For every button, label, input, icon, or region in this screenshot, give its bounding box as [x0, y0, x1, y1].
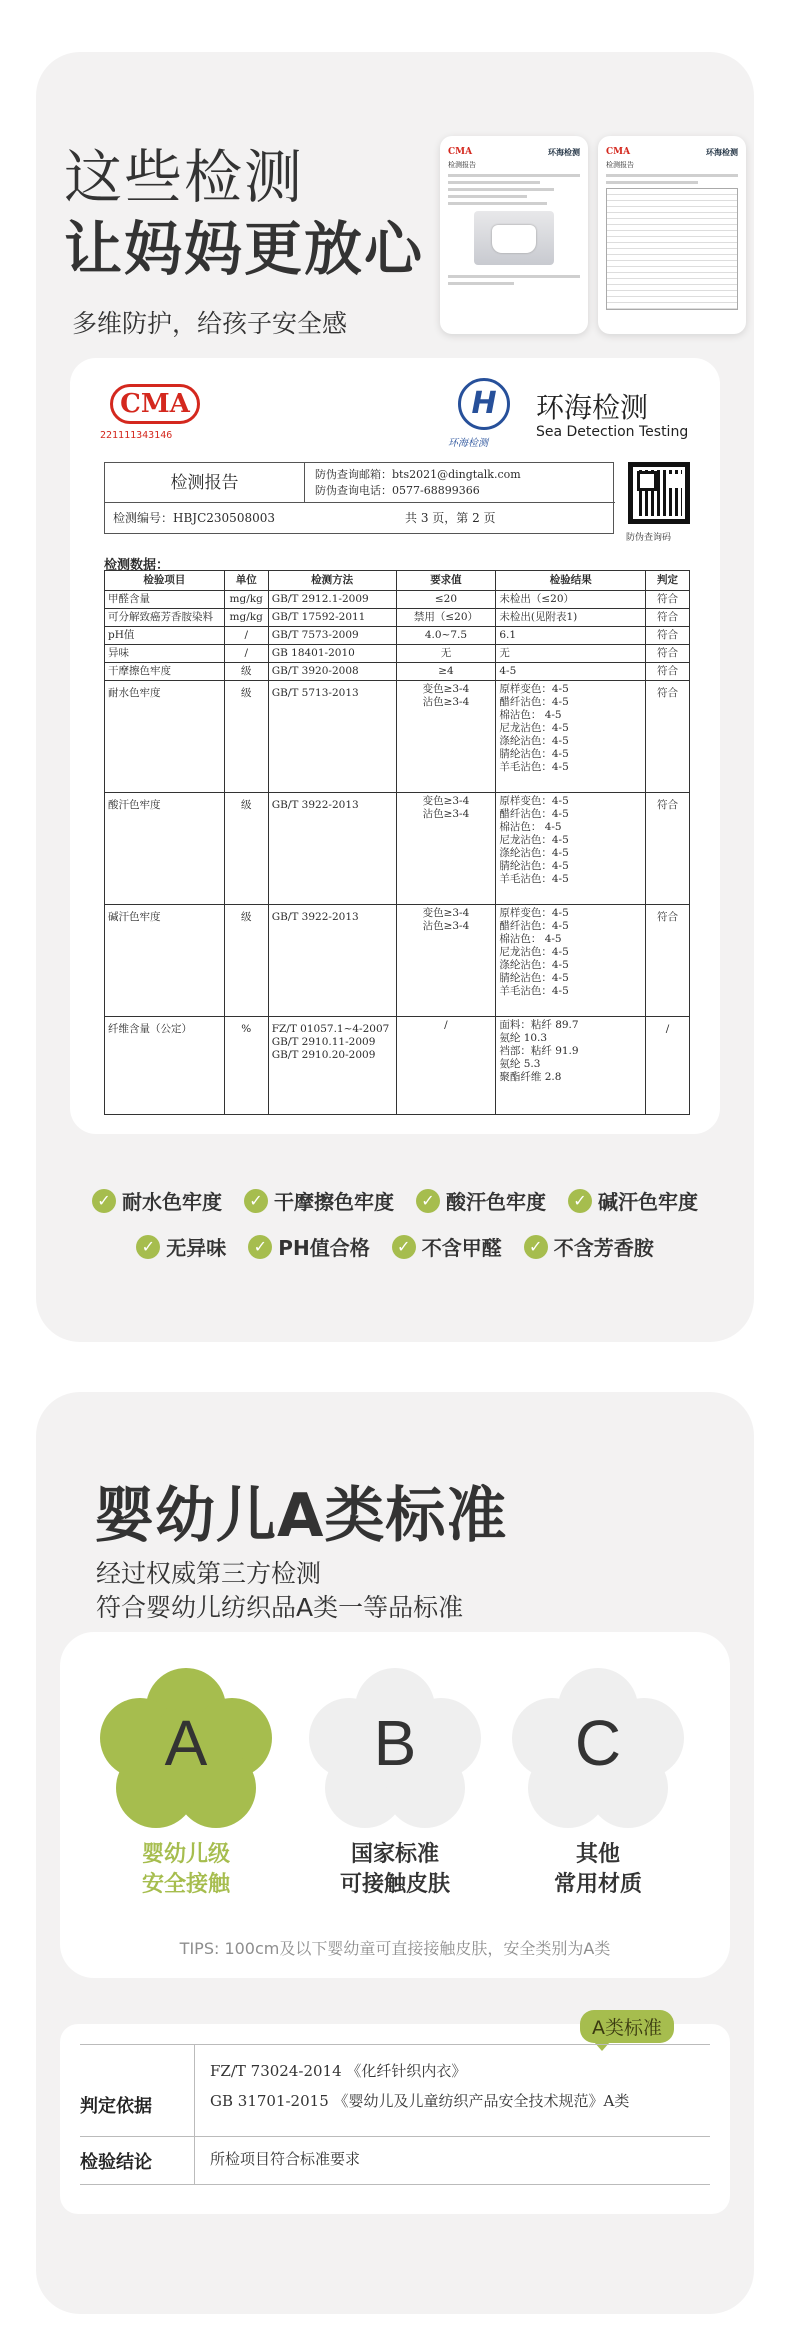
table-cell-verdict: 符合: [646, 663, 690, 681]
table-cell-item: 碱汗色牢度: [105, 905, 225, 1017]
basis-line-2: GB 31701-2015 《婴幼儿及儿童纺织产品安全技术规范》A类: [210, 2092, 630, 2110]
table-cell-verdict: 符合: [646, 793, 690, 905]
check-chip: [136, 1232, 226, 1261]
standard-line-2: 符合婴幼儿纺织品A类一等品标准: [96, 1593, 464, 1622]
lab-name-cn: 环海检测: [536, 391, 649, 424]
table-row: [105, 793, 690, 905]
conclusion-label: 检验结论: [80, 2152, 152, 2173]
lab-logo-caption: 环海检测: [448, 438, 488, 449]
report-number: 检测编号：HBJC230508003: [113, 511, 275, 525]
check-icon: ✓: [392, 1235, 416, 1259]
check-chip: [568, 1186, 698, 1215]
table-cell-result: 未检出（≤20）: [496, 591, 646, 609]
table-row: [105, 591, 690, 609]
table-header-cell: 检验项目: [105, 571, 225, 591]
check-chip: [524, 1232, 654, 1261]
table-cell-req: 变色≥3-4 沾色≥3-4: [396, 681, 496, 793]
table-row: [105, 609, 690, 627]
table-cell-item: 干摩擦色牢度: [105, 663, 225, 681]
table-cell-result: 6.1: [496, 627, 646, 645]
table-cell-item: 酸汗色牢度: [105, 793, 225, 905]
check-chip-label: 酸汗色牢度: [446, 1190, 546, 1214]
table-cell-unit: mg/kg: [224, 591, 268, 609]
grade-caption-line-2: 可接触皮肤: [339, 1872, 450, 1897]
table-cell-verdict: 符合: [646, 681, 690, 793]
table-cell-method: GB/T 5713-2013: [268, 681, 396, 793]
check-chip-label: PH值合格: [278, 1236, 370, 1260]
table-row: [105, 663, 690, 681]
verify-phone: 防伪查询电话：0577-68899366: [315, 484, 480, 497]
basis-line-1: FZ/T 73024-2014 《化纤针织内衣》: [210, 2062, 467, 2080]
check-chip: [416, 1186, 546, 1215]
table-row: [105, 627, 690, 645]
check-chip: [248, 1232, 369, 1261]
standard-card: [36, 1392, 754, 2314]
verify-email: 防伪查询邮箱：bts2021@dingtalk.com: [315, 468, 521, 481]
conclusion-value: 所检项目符合标准要求: [210, 2150, 361, 2168]
grade-caption: [512, 1840, 684, 1900]
standard-line-1: 经过权威第三方检测: [96, 1559, 322, 1588]
data-title: 检测数据：: [104, 558, 170, 573]
standard-title: 婴幼儿A类标准: [94, 1481, 508, 1551]
basis-label: 判定依据: [80, 2096, 152, 2117]
table-cell-method: GB/T 7573-2009: [268, 627, 396, 645]
table-cell-unit: 级: [224, 663, 268, 681]
check-icon: ✓: [248, 1235, 272, 1259]
grade-a-flower-icon: [100, 1668, 272, 1828]
thumb-logo: 环海检测: [548, 147, 580, 157]
grade-panel: [60, 1632, 730, 1978]
check-chip-label: 干摩擦色牢度: [274, 1190, 394, 1214]
table-cell-item: 纤维含量（公定）: [105, 1017, 225, 1115]
grade-letter: B: [373, 1707, 417, 1779]
table-cell-method: GB/T 3922-2013: [268, 793, 396, 905]
check-chip: [392, 1232, 502, 1261]
cma-mark-small: CMA: [606, 147, 631, 157]
cma-mark-small: CMA: [448, 147, 473, 157]
table-cell-unit: /: [224, 645, 268, 663]
report-thumbnail-1[interactable]: [440, 136, 588, 334]
table-cell-item: pH值: [105, 627, 225, 645]
table-header-cell: 单位: [224, 571, 268, 591]
check-icon: ✓: [244, 1189, 268, 1213]
lab-logo-icon: H: [458, 378, 510, 430]
basis-table: [60, 2017, 730, 2214]
check-chips-row-1: [36, 1186, 754, 1215]
a-class-tag: A类标准: [580, 2010, 674, 2043]
results-table: [104, 570, 690, 1115]
table-header-cell: 检测方法: [268, 571, 396, 591]
check-chip-label: 不含芳香胺: [553, 1236, 654, 1260]
table-cell-result: 4-5: [496, 663, 646, 681]
grade-c-flower-icon: [512, 1668, 684, 1828]
table-cell-method: GB 18401-2010: [268, 645, 396, 663]
table-cell-item: 异味: [105, 645, 225, 663]
report-number-row: [105, 503, 615, 534]
table-header-row: [105, 571, 690, 591]
check-chip-label: 耐水色牢度: [122, 1190, 222, 1214]
inspection-card: [36, 52, 754, 1342]
cma-logo: CMA: [110, 384, 200, 424]
grade-letter: A: [164, 1707, 208, 1779]
check-icon: ✓: [524, 1235, 548, 1259]
thumb-logo: 环海检测: [706, 147, 738, 157]
table-cell-verdict: 符合: [646, 609, 690, 627]
table-cell-req: 无: [396, 645, 496, 663]
table-row: [105, 1017, 690, 1115]
table-cell-verdict: 符合: [646, 645, 690, 663]
lab-name-en: Sea Detection Testing: [536, 424, 689, 440]
verify-info: [305, 463, 615, 503]
table-cell-method: FZ/T 01057.1~4-2007 GB/T 2910.11-2009 GB/T 2910.20-2009: [268, 1017, 396, 1115]
table-cell-verdict: 符合: [646, 627, 690, 645]
table-cell-req: 4.0~7.5: [396, 627, 496, 645]
table-header-cell: 判定: [646, 571, 690, 591]
table-cell-result: 未检出(见附表1): [496, 609, 646, 627]
table-cell-method: GB/T 3922-2013: [268, 905, 396, 1017]
table-cell-item: 甲醛含量: [105, 591, 225, 609]
table-header-cell: 检验结果: [496, 571, 646, 591]
check-chip: [92, 1186, 222, 1215]
table-cell-unit: 级: [224, 681, 268, 793]
thumb-title: 检测报告: [448, 161, 476, 169]
report-thumbnail-2[interactable]: [598, 136, 746, 334]
grade-caption-line-1: 国家标准: [350, 1842, 439, 1867]
thumb-table: [606, 188, 738, 310]
table-cell-unit: /: [224, 627, 268, 645]
table-cell-req: ≥4: [396, 663, 496, 681]
table-cell-result: 面料：粘纤 89.7 氨纶 10.3 裆部：粘纤 91.9 氨纶 5.3 聚酯纤维 2.8: [496, 1017, 646, 1115]
check-chips-row-2: [36, 1232, 754, 1261]
table-cell-result: 原样变色：4-5 醋纤沾色：4-5 棉沾色： 4-5 尼龙沾色：4-5 涤纶沾色：4-5 腈纶沾色：4-5 羊毛沾色：4-5: [496, 681, 646, 793]
table-cell-method: GB/T 2912.1-2009: [268, 591, 396, 609]
table-cell-verdict: /: [646, 1017, 690, 1115]
grade-letter: C: [574, 1707, 622, 1779]
table-row: [105, 681, 690, 793]
table-header-cell: 要求值: [396, 571, 496, 591]
report-header-box: [104, 462, 614, 534]
table-cell-unit: %: [224, 1017, 268, 1115]
check-chip-label: 无异味: [166, 1236, 227, 1260]
table-cell-result: 无: [496, 645, 646, 663]
report-title: 检测报告: [105, 463, 305, 503]
table-row: [105, 905, 690, 1017]
table-cell-unit: 级: [224, 793, 268, 905]
grade-caption: [100, 1840, 272, 1900]
title-line-1: 这些检测: [64, 143, 305, 211]
table-cell-req: 变色≥3-4 沾色≥3-4: [396, 793, 496, 905]
table-cell-item: 可分解致癌芳香胺染料: [105, 609, 225, 627]
grade-caption-line-1: 婴幼儿级: [141, 1842, 230, 1867]
table-cell-item: 耐水色牢度: [105, 681, 225, 793]
table-cell-unit: 级: [224, 905, 268, 1017]
table-row: [105, 645, 690, 663]
page-info: 共 3 页，第 2 页: [405, 511, 496, 525]
table-cell-method: GB/T 17592-2011: [268, 609, 396, 627]
grade-b-flower-icon: [309, 1668, 481, 1828]
thumb-title: 检测报告: [606, 161, 634, 169]
table-cell-req: /: [396, 1017, 496, 1115]
table-cell-verdict: 符合: [646, 905, 690, 1017]
qr-caption: 防伪查询码: [626, 533, 672, 543]
table-cell-result: 原样变色：4-5 醋纤沾色：4-5 棉沾色： 4-5 尼龙沾色：4-5 涤纶沾色：4-5 腈纶沾色：4-5 羊毛沾色：4-5: [496, 905, 646, 1017]
table-cell-req: 禁用（≤20）: [396, 609, 496, 627]
grade-caption-line-1: 其他: [575, 1842, 620, 1867]
check-chip: [244, 1186, 394, 1215]
cma-number: 221111343146: [100, 430, 173, 441]
table-cell-req: ≤20: [396, 591, 496, 609]
grade-caption-line-2: 常用材质: [553, 1872, 642, 1897]
check-icon: ✓: [416, 1189, 440, 1213]
table-cell-result: 原样变色：4-5 醋纤沾色：4-5 棉沾色： 4-5 尼龙沾色：4-5 涤纶沾色：4-5 腈纶沾色：4-5 羊毛沾色：4-5: [496, 793, 646, 905]
check-icon: ✓: [568, 1189, 592, 1213]
subtitle: 多维防护，给孩子安全感: [72, 309, 348, 338]
table-cell-method: GB/T 3920-2008: [268, 663, 396, 681]
test-report: [70, 358, 720, 1134]
tips-text: TIPS: 100cm及以下婴幼童可直接接触皮肤，安全类别为A类: [179, 1939, 611, 1958]
check-icon: ✓: [92, 1189, 116, 1213]
check-chip-label: 不含甲醛: [421, 1236, 502, 1260]
check-icon: ✓: [136, 1235, 160, 1259]
product-photo: [474, 211, 554, 265]
check-chip-label: 碱汗色牢度: [598, 1190, 698, 1214]
grade-caption-line-2: 安全接触: [141, 1872, 230, 1897]
qr-code-icon[interactable]: [628, 462, 690, 524]
table-cell-req: 变色≥3-4 沾色≥3-4: [396, 905, 496, 1017]
title-line-2: 让妈妈更放心: [64, 215, 425, 283]
table-cell-unit: mg/kg: [224, 609, 268, 627]
grade-caption: [309, 1840, 481, 1900]
table-cell-verdict: 符合: [646, 591, 690, 609]
